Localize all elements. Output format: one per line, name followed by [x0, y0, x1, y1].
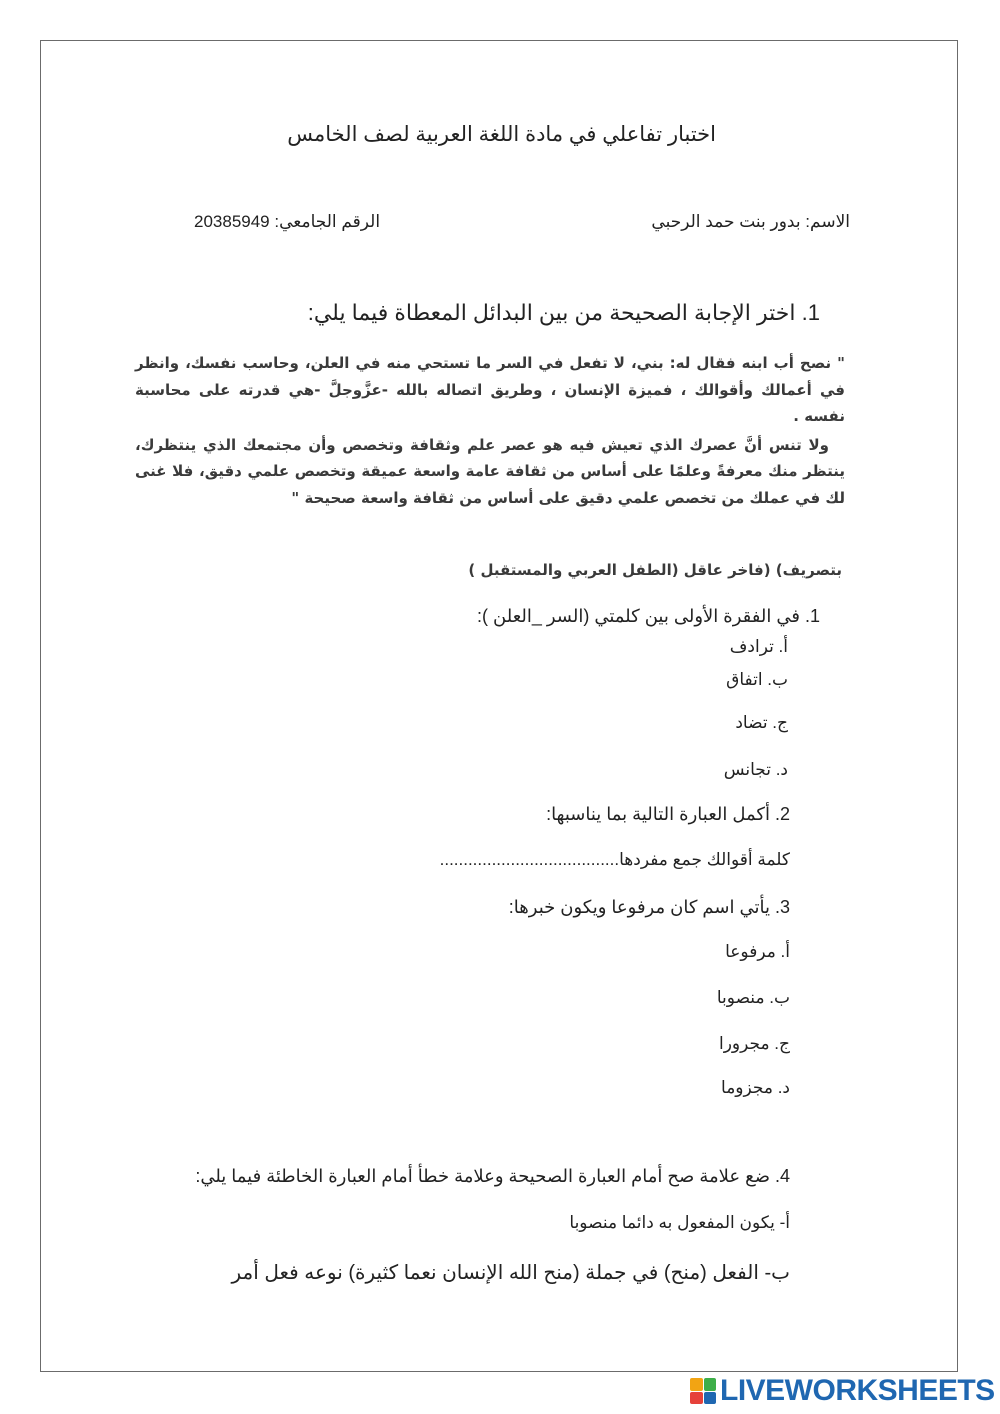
question-4: 4. ضع علامة صح أمام العبارة الصحيحة وعلامة خطأ أمام العبارة الخاطئة فيما يلي: — [195, 1166, 790, 1186]
main-question: 1. اختر الإجابة الصحيحة من بين البدائل المعطاة فيما يلي: — [307, 300, 820, 325]
q3-option-d[interactable]: د. مجزوما — [721, 1078, 790, 1097]
reading-passage — [135, 350, 845, 511]
liveworksheets-logo — [690, 1374, 995, 1408]
student-name: الاسم: بدور بنت حمد الرحبي — [651, 212, 850, 231]
passage-source: بتصريف) (فاخر عاقل (الطفل العربي والمستقبل ) — [468, 561, 842, 579]
passage-paragraph-1: " نصح أب ابنه فقال له: بني، لا تفعل في السر ما تستحي منه في العلن، وحاسب نفسك، وانظر في أعمالك وأقوالك ، فميزة الإنسان ، وطريق اتصاله بالله -عزَّوجلَّ -هي قدرته على محاسبة نفسه . — [135, 354, 845, 425]
question-3: 3. يأتي اسم كان مرفوعا ويكون خبرها: — [508, 897, 790, 917]
logo-square-blue — [704, 1392, 717, 1405]
liveworksheets-logo-text: LIVEWORKSHEETS — [720, 1374, 995, 1407]
q4-statement-a[interactable]: أ- يكون المفعول به دائما منصوبا — [569, 1213, 790, 1232]
logo-square-green — [704, 1378, 717, 1391]
question-1: 1. في الفقرة الأولى بين كلمتي (السر _العلن ): — [477, 606, 820, 626]
q1-option-b[interactable]: ب. اتفاق — [726, 670, 788, 689]
q3-option-a[interactable]: أ. مرفوعا — [725, 942, 790, 961]
q1-option-d[interactable]: د. تجانس — [723, 760, 788, 779]
page-title: اختبار تفاعلي في مادة اللغة العربية لصف الخامس — [287, 123, 716, 146]
q1-option-a[interactable]: أ. ترادف — [729, 637, 788, 656]
q2-statement: كلمة أقوالك جمع مفردها — [619, 850, 790, 869]
q1-option-c[interactable]: ج. تضاد — [735, 713, 788, 732]
question-2: 2. أكمل العبارة التالية بما يناسبها: — [546, 804, 790, 824]
q3-option-c[interactable]: ج. مجرورا — [718, 1034, 790, 1053]
passage-paragraph-2: ولا تنس أنَّ عصرك الذي تعيش فيه هو عصر علم وثقافة وتخصص وأن مجتمعك الذي ينتظرك، ينتظر منك معرفةً وعلمًا على أساس من ثقافة عامة واسعة عميقة وتخصص علمي دقيق، فلا غنى لك في عملك من تخصص علمي دقيق على أساس من ثقافة واسعة صحيحة " — [135, 435, 845, 507]
q2-answer-blank[interactable]: ...................................... — [439, 850, 620, 869]
question-2-fill — [440, 850, 790, 870]
q3-option-b[interactable]: ب. منصوبا — [716, 988, 790, 1007]
logo-square-red — [690, 1392, 703, 1405]
q4-statement-b[interactable]: ب- الفعل (منح) في جملة (منح الله الإنسان نعما كثيرة) نوعه فعل أمر — [231, 1262, 790, 1284]
logo-square-yellow — [690, 1378, 703, 1391]
student-id: الرقم الجامعي: 20385949 — [194, 212, 381, 231]
liveworksheets-logo-icon — [690, 1378, 716, 1404]
